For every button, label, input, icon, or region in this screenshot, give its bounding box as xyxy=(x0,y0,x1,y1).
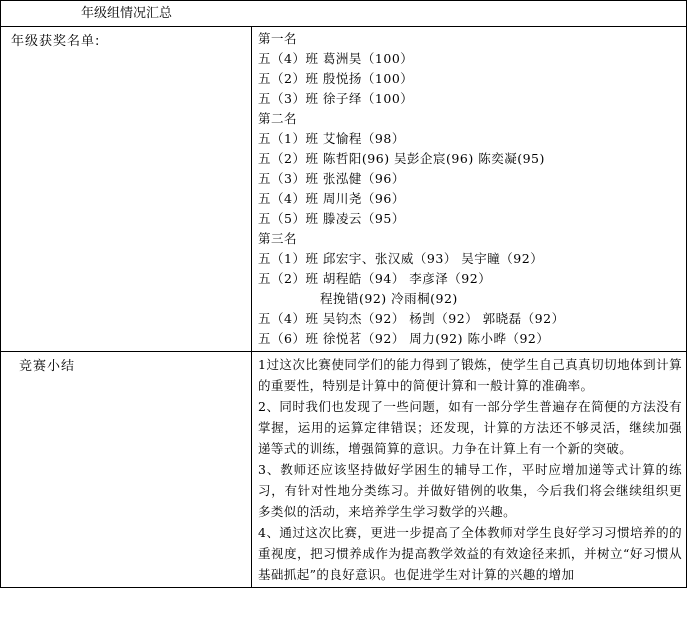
award-line: 五（2）班 胡程皓（94） 李彦泽（92） xyxy=(258,271,492,286)
award-line: 五（3）班 张泓健（96） xyxy=(258,171,405,186)
award-line: 五（1）班 艾愉程（98） xyxy=(258,131,405,146)
award-line: 程挽错(92) 冷雨桐(92) xyxy=(320,291,458,306)
summary-label: 竞赛小结 xyxy=(1,352,252,588)
page-title: 年级组情况汇总 xyxy=(0,0,687,26)
summary-paragraph: 1过这次比赛使同学们的能力得到了锻炼，使学生自己真真切切地体到计算的重要性，特别是计算中的简便计算和一般计算的准确率。 xyxy=(258,357,682,393)
award-line: 五（4）班 吴钧杰（92） 杨剀（92） 郭晓磊（92） xyxy=(258,311,565,326)
award-line: 五（2）班 陈哲阳(96) 吴彭企宸(96) 陈奕凝(95) xyxy=(258,151,545,166)
summary-text xyxy=(252,352,687,588)
award-line: 第一名 xyxy=(258,31,298,46)
summary-paragraph: 4、通过这次比赛，更进一步提高了全体教师对学生良好学习习惯培养的的重视度，把习惯养成作为提高教学效益的有效途径来抓，并树立“好习惯从基础抓起”的良好意识。也促进学生对计算的兴趣的增加 xyxy=(258,525,682,582)
awards-label: 年级获奖名单: xyxy=(1,27,252,352)
award-line: 五（6）班 徐悦茗（92） 周力(92) 陈小晔（92） xyxy=(258,331,550,346)
summary-paragraph: 3、教师还应该坚持做好学困生的辅导工作，平时应增加递等式计算的练习，有针对性地分类练习。并做好错例的收集，今后我们将会继续组织更多类似的活动，来培养学生学习数学的兴趣。 xyxy=(258,462,682,519)
summary-table xyxy=(0,26,687,588)
award-line: 五（2）班 殷悦扬（100） xyxy=(258,71,414,86)
award-line: 五（3）班 徐子绎（100） xyxy=(258,91,414,106)
award-line: 第二名 xyxy=(258,111,298,126)
awards-list xyxy=(252,27,687,352)
award-line: 五（4）班 周川尧（96） xyxy=(258,191,405,206)
award-line: 五（1）班 邱宏宇、张汉威（93） 吴宇瞳（92） xyxy=(258,251,544,266)
summary-row xyxy=(1,352,687,588)
award-line: 五（4）班 葛洲昊（100） xyxy=(258,51,414,66)
award-line: 第三名 xyxy=(258,231,298,246)
award-line: 五（5）班 滕凌云（95） xyxy=(258,211,405,226)
summary-paragraph: 2、同时我们也发现了一些问题，如有一部分学生普遍存在简便的方法没有掌握，运用的运算定律错误；还发现，计算的方法还不够灵活，继续加强递等式的训练，增强简算的意识。力争在计算上有一个新的突破。 xyxy=(258,399,682,456)
awards-row xyxy=(1,27,687,352)
